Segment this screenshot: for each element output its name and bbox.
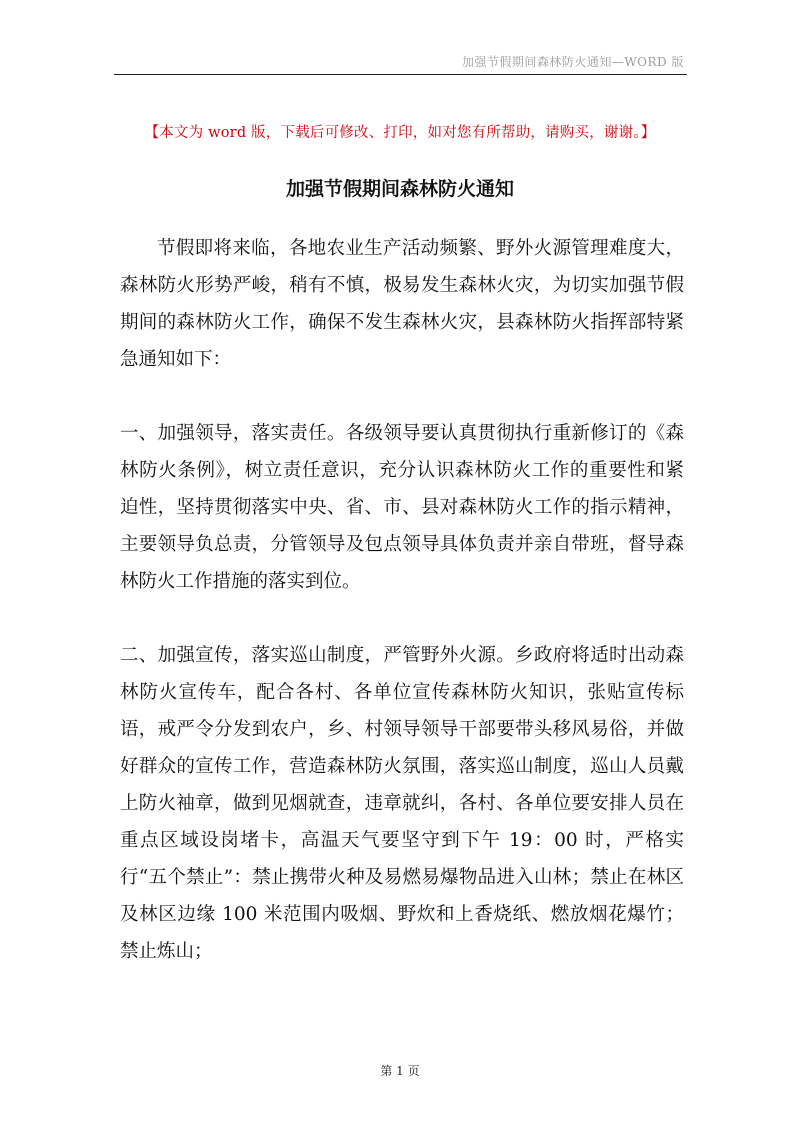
paragraph-spacer — [120, 378, 684, 415]
paragraph-spacer — [120, 600, 684, 637]
download-notice: 【本文为 word 版，下载后可修改、打印，如对您有所帮助，请购买，谢谢。】 — [144, 125, 656, 141]
running-header: 加强节假期间森林防火通知—WORD 版 — [461, 55, 684, 69]
document-body — [120, 230, 684, 970]
document-title: 加强节假期间森林防火通知 — [285, 178, 514, 200]
page-number: 第 1 页 — [380, 1064, 420, 1078]
header-divider — [114, 74, 687, 75]
section-one-paragraph: 一、加强领导，落实责任。各级领导要认真贯彻执行重新修订的《森林防火条例》，树立责任意识，充分认识森林防火工作的重要性和紧迫性，坚持贯彻落实中央、省、市、县对森林防火工作的指示精神，主要领导负总责，分管领导及包点领导具体负责并亲自带班，督导森林防火工作措施的落实到位。 — [120, 423, 684, 592]
intro-paragraph: 节假即将来临，各地农业生产活动频繁、野外火源管理难度大，森林防火形势严峻，稍有不慎，极易发生森林火灾，为切实加强节假期间的森林防火工作，确保不发生森林火灾，县森林防火指挥部特紧急通知如下： — [120, 238, 684, 370]
section-two-paragraph: 二、加强宣传，落实巡山制度，严管野外火源。乡政府将适时出动森林防火宣传车，配合各村、各单位宣传森林防火知识，张贴宣传标语，戒严令分发到农户，乡、村领导领导干部要带头移风易俗，并做好群众的宣传工作，营造森林防火氛围，落实巡山制度，巡山人员戴上防火袖章，做到见烟就查，违章就纠，各村、各单位要安排人员在重点区域设岗堵卡，高温天气要坚守到下午 19：00 时，严格实行“五个禁止”：禁止携带火种及易燃易爆物品进入山林；禁止在林区及林区边缘 100 米范围内吸烟、野炊和上香烧纸、燃放烟花爆竹；禁止炼山； — [120, 645, 684, 962]
